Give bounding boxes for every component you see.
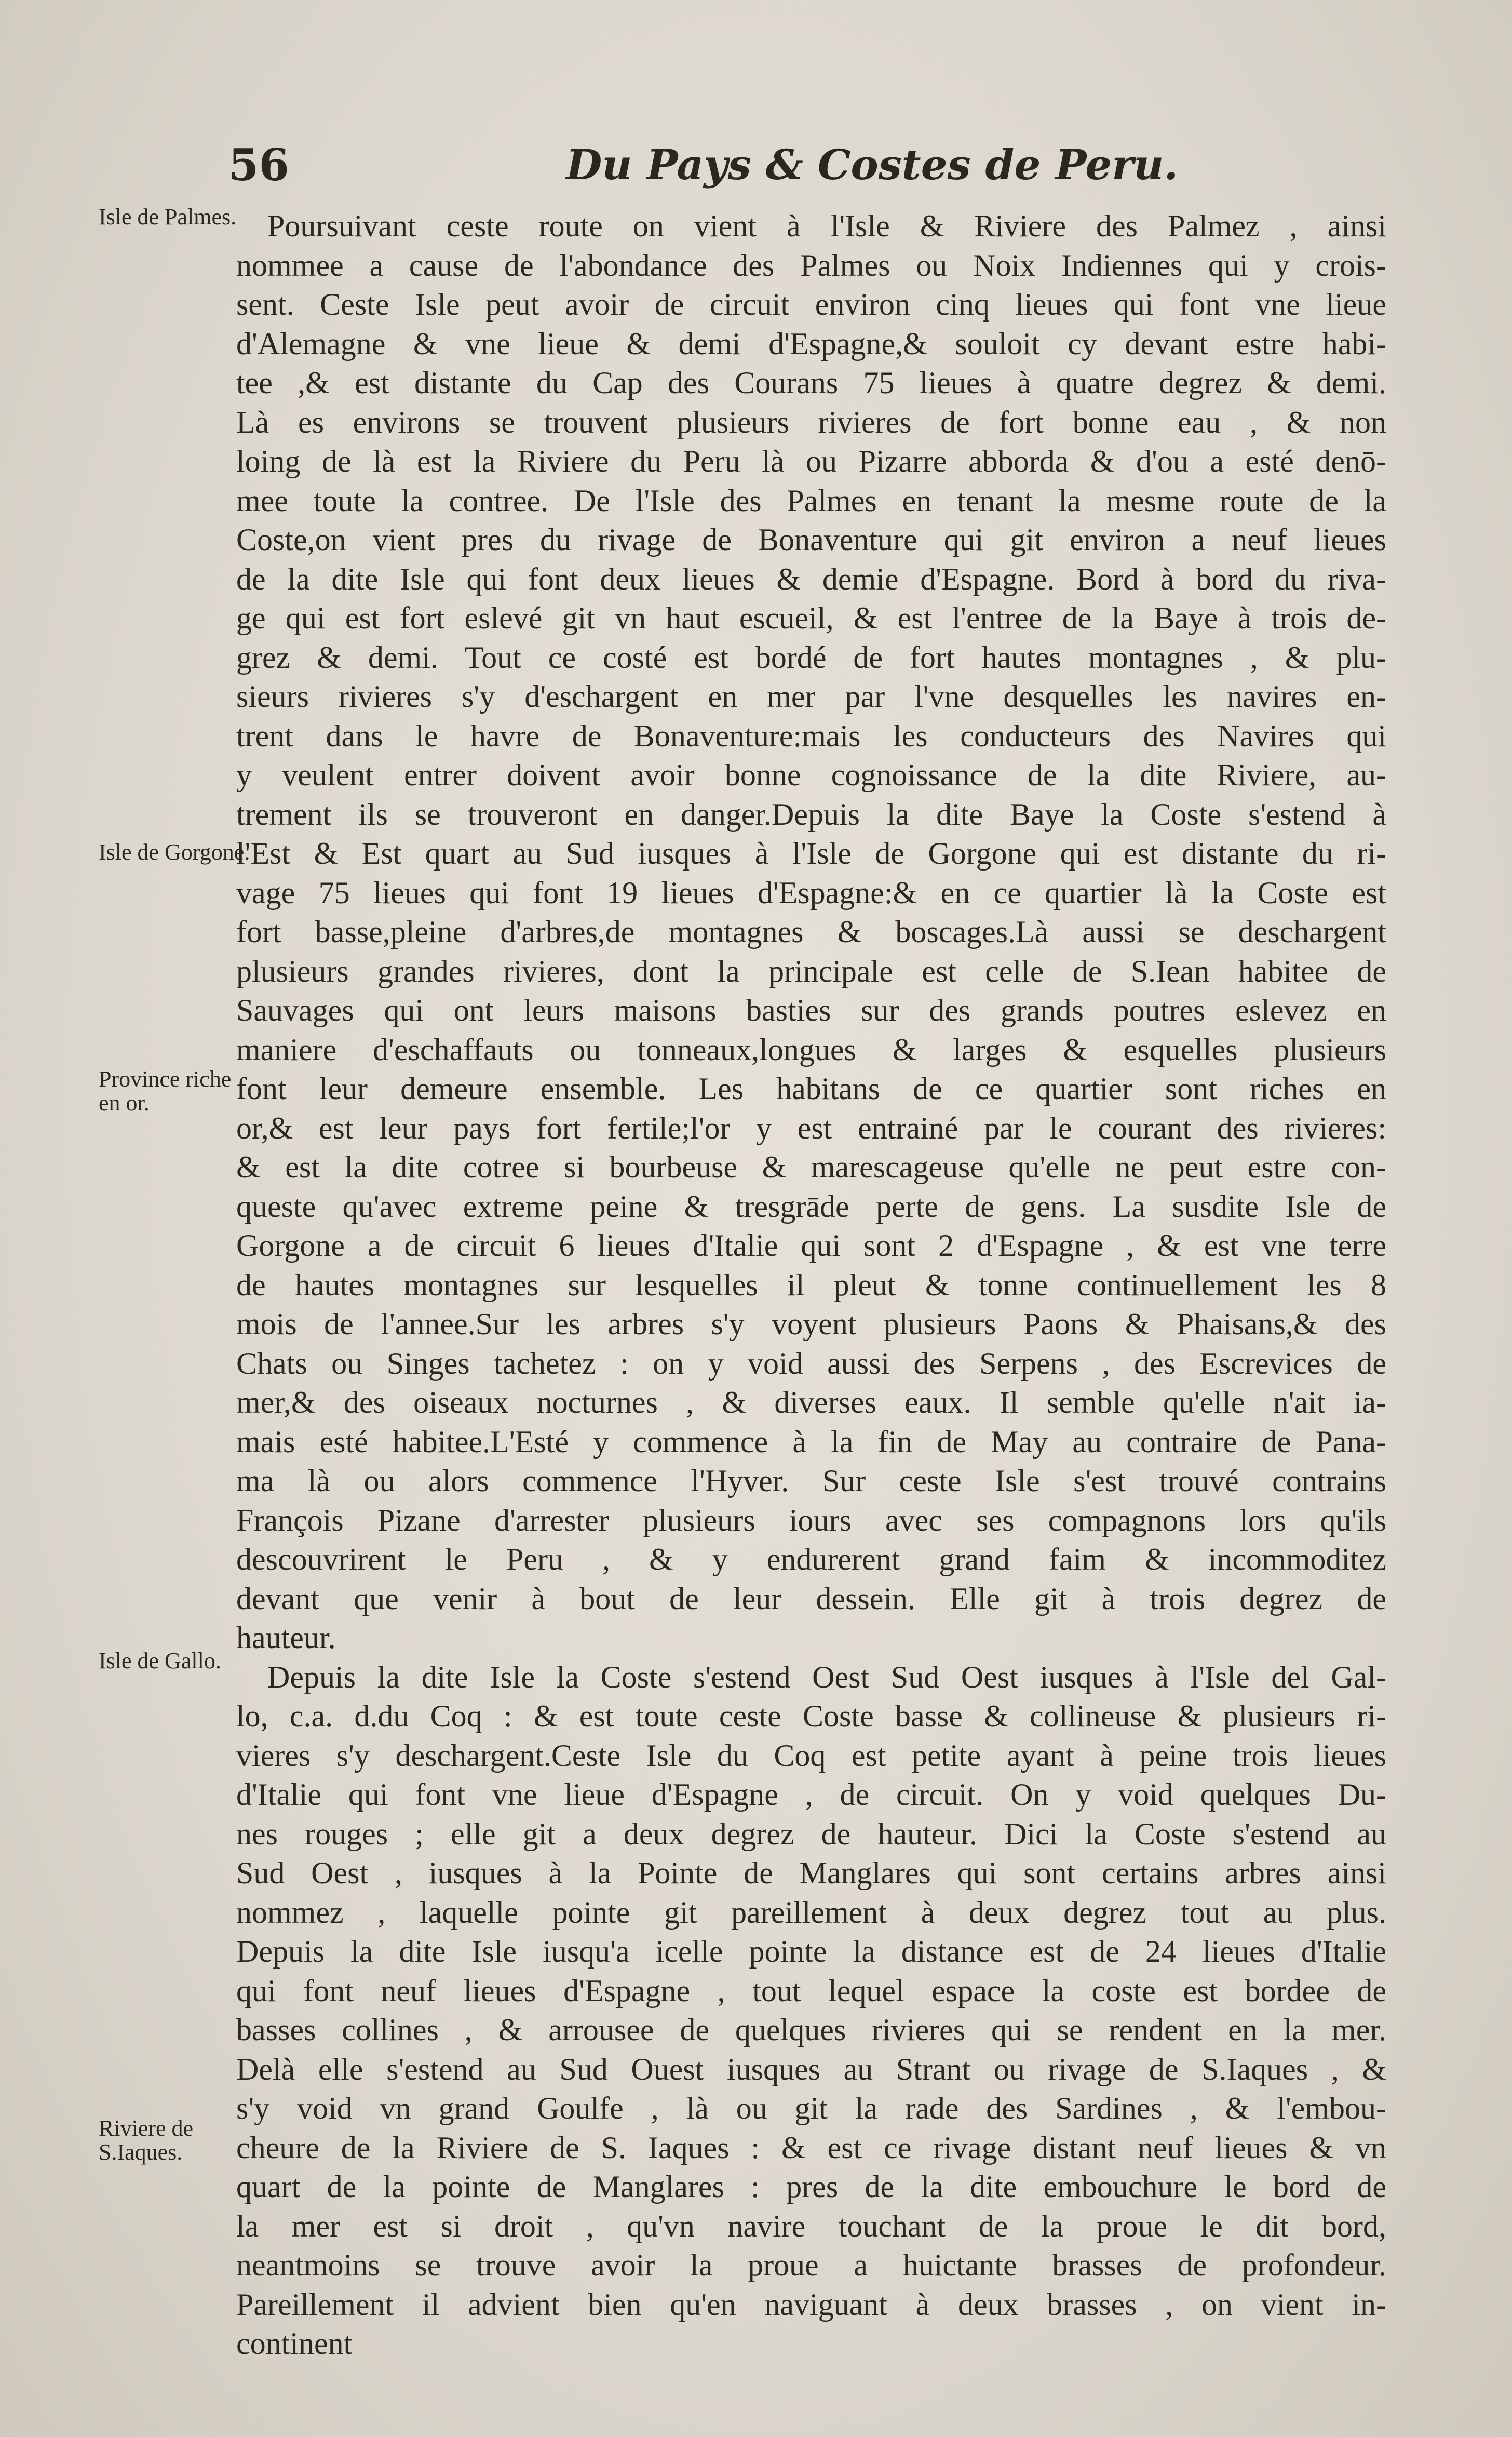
text-line: nommee a cause de l'abondance des Palmes ou Noix Indiennes qui y crois- <box>236 248 1386 283</box>
text-line: ma là ou alors commence l'Hyver. Sur ceste Isle s'est trouvé contrains <box>236 1464 1386 1498</box>
text-line: neantmoins se trouve avoir la proue a huictante brasses de profondeur. <box>236 2248 1386 2282</box>
text-line: or,& est leur pays fort fertile;l'or y est entrainé par le courant des rivieres: <box>236 1110 1386 1145</box>
text-line: sent. Ceste Isle peut avoir de circuit environ cinq lieues qui font vne lieue <box>236 287 1386 322</box>
text-line: mais esté habitee.L'Esté y commence à la fin de May au contraire de Pana- <box>236 1424 1386 1459</box>
text-line: Depuis la dite Isle la Coste s'estend Oest Sud Oest iusques à l'Isle del Gal- <box>267 1659 1386 1694</box>
text-line: Chats ou Singes tachetez : on y void aussi des Serpens , des Escrevices de <box>236 1346 1386 1381</box>
running-title: Du Pays & Costes de Peru. <box>566 140 1179 189</box>
text-line: mee toute la contree. De l'Isle des Palmes en tenant la mesme route de la <box>236 483 1386 518</box>
text-line: continent <box>236 2326 353 2361</box>
margin-note-isle-de-gallo: Isle de Gallo. <box>99 1648 221 1673</box>
text-line: y veulent entrer doivent avoir bonne cognoissance de la dite Riviere, au- <box>236 758 1386 792</box>
text-line: queste qu'avec extreme peine & tresgrāde perte de gens. La susdite Isle de <box>236 1189 1386 1224</box>
text-line: devant que venir à bout de leur dessein. Elle git à trois degrez de <box>236 1581 1386 1616</box>
text-line: trent dans le havre de Bonaventure:mais les conducteurs des Navires qui <box>236 718 1386 753</box>
text-line: d'Alemagne & vne lieue & demi d'Espagne,& souloit cy devant estre habi- <box>236 326 1386 361</box>
text-line: d'Italie qui font vne lieue d'Espagne , de circuit. On y void quelques Du- <box>236 1777 1386 1812</box>
text-line: lo, c.a. d.du Coq : & est toute ceste Coste basse & collineuse & plusieurs ri- <box>236 1699 1386 1733</box>
text-line: vieres s'y deschargent.Ceste Isle du Coq est petite ayant à peine trois lieues <box>236 1738 1386 1773</box>
text-line: trement ils se trouveront en danger.Depuis la dite Baye la Coste s'estend à <box>236 797 1386 832</box>
text-line: font leur demeure ensemble. Les habitans de ce quartier sont riches en <box>236 1072 1386 1106</box>
text-line: Là es environs se trouvent plusieurs rivieres de fort bonne eau , & non <box>236 405 1386 439</box>
text-line: Depuis la dite Isle iusqu'a icelle pointe la distance est de 24 lieues d'Italie <box>236 1934 1386 1969</box>
text-line: maniere d'eschaffauts ou tonneaux,longues & larges & esquelles plusieurs <box>236 1032 1386 1067</box>
margin-note-province-riche-en-or: Province riche en or. <box>99 1066 232 1116</box>
page-number: 56 <box>228 139 289 191</box>
text-line: mois de l'annee.Sur les arbres s'y voyent plusieurs Paons & Phaisans,& des <box>236 1307 1386 1341</box>
margin-note-riviere-de-s-iaques: Riviere de S.Iaques. <box>99 2115 194 2165</box>
text-line: grez & demi. Tout ce costé est bordé de fort hautes montagnes , & plu- <box>236 640 1386 675</box>
text-line: & est la dite cotree si bourbeuse & marescageuse qu'elle ne peut estre con- <box>236 1150 1386 1184</box>
margin-note-isle-de-gorgone: Isle de Gorgone. <box>99 839 250 865</box>
text-line: fort basse,pleine d'arbres,de montagnes & boscages.Là aussi se deschargent <box>236 915 1386 949</box>
text-line: Sud Oest , iusques à la Pointe de Manglares qui sont certains arbres ainsi <box>236 1856 1386 1890</box>
text-line: nes rouges ; elle git a deux degrez de hauteur. Dici la Coste s'estend au <box>236 1816 1386 1851</box>
text-line: mer,& des oiseaux nocturnes , & diverses eaux. Il semble qu'elle n'ait ia- <box>236 1385 1386 1420</box>
text-line: François Pizane d'arrester plusieurs iours avec ses compagnons lors qu'ils <box>236 1503 1386 1537</box>
text-line: vage 75 lieues qui font 19 lieues d'Espagne:& en ce quartier là la Coste est <box>236 875 1386 910</box>
text-line: plusieurs grandes rivieres, dont la principale est celle de S.Iean habitee de <box>236 954 1386 988</box>
text-line: Gorgone a de circuit 6 lieues d'Italie qui sont 2 d'Espagne , & est vne terre <box>236 1228 1386 1263</box>
text-line: Pareillement il advient bien qu'en naviguant à deux brasses , on vient in- <box>236 2287 1386 2322</box>
text-line: loing de là est la Riviere du Peru là ou Pizarre abborda & d'ou a esté denō- <box>236 444 1386 478</box>
text-line: cheure de la Riviere de S. Iaques : & est ce rivage distant neuf lieues & vn <box>236 2130 1386 2165</box>
text-line: l'Est & Est quart au Sud iusques à l'Isle de Gorgone qui est distante du ri- <box>236 836 1386 871</box>
text-line: ge qui est fort eslevé git vn haut escueil, & est l'entree de la Baye à trois de- <box>236 601 1386 635</box>
text-line: qui font neuf lieues d'Espagne , tout lequel espace la coste est bordee de <box>236 1973 1386 2008</box>
text-line: Sauvages qui ont leurs maisons basties sur des grands poutres eslevez en <box>236 993 1386 1027</box>
text-line: s'y void vn grand Goulfe , là ou git la rade des Sardines , & l'embou- <box>236 2091 1386 2125</box>
text-line: tee ,& est distante du Cap des Courans 75 lieues à quatre degrez & demi. <box>236 366 1386 400</box>
text-line: Delà elle s'estend au Sud Ouest iusques au Strant ou rivage de S.Iaques , & <box>236 2052 1386 2086</box>
text-line: nommez , laquelle pointe git pareillement à deux degrez tout au plus. <box>236 1895 1386 1930</box>
margin-note-isle-de-palmes: Isle de Palmes. <box>99 204 237 230</box>
text-line: hauteur. <box>236 1621 336 1655</box>
text-line: Coste,on vient pres du rivage de Bonaventure qui git environ a neuf lieues <box>236 523 1386 557</box>
text-line: de hautes montagnes sur lesquelles il pleut & tonne continuellement les 8 <box>236 1267 1386 1302</box>
text-line: de la dite Isle qui font deux lieues & demie d'Espagne. Bord à bord du riva- <box>236 561 1386 596</box>
body-text <box>236 207 1386 2364</box>
text-line: la mer est si droit , qu'vn navire touchant de la proue le dit bord, <box>236 2208 1386 2243</box>
text-line: sieurs rivieres s'y d'eschargent en mer par l'vne desquelles les navires en- <box>236 679 1386 714</box>
text-line: quart de la pointe de Manglares : pres de la dite embouchure le bord de <box>236 2170 1386 2204</box>
text-line: descouvrirent le Peru , & y endurerent grand faim & incommoditez <box>236 1542 1386 1576</box>
text-line: basses collines , & arrousee de quelques rivieres qui se rendent en la mer. <box>236 2013 1386 2047</box>
text-line: Poursuivant ceste route on vient à l'Isle & Riviere des Palmez , ainsi <box>267 209 1386 243</box>
